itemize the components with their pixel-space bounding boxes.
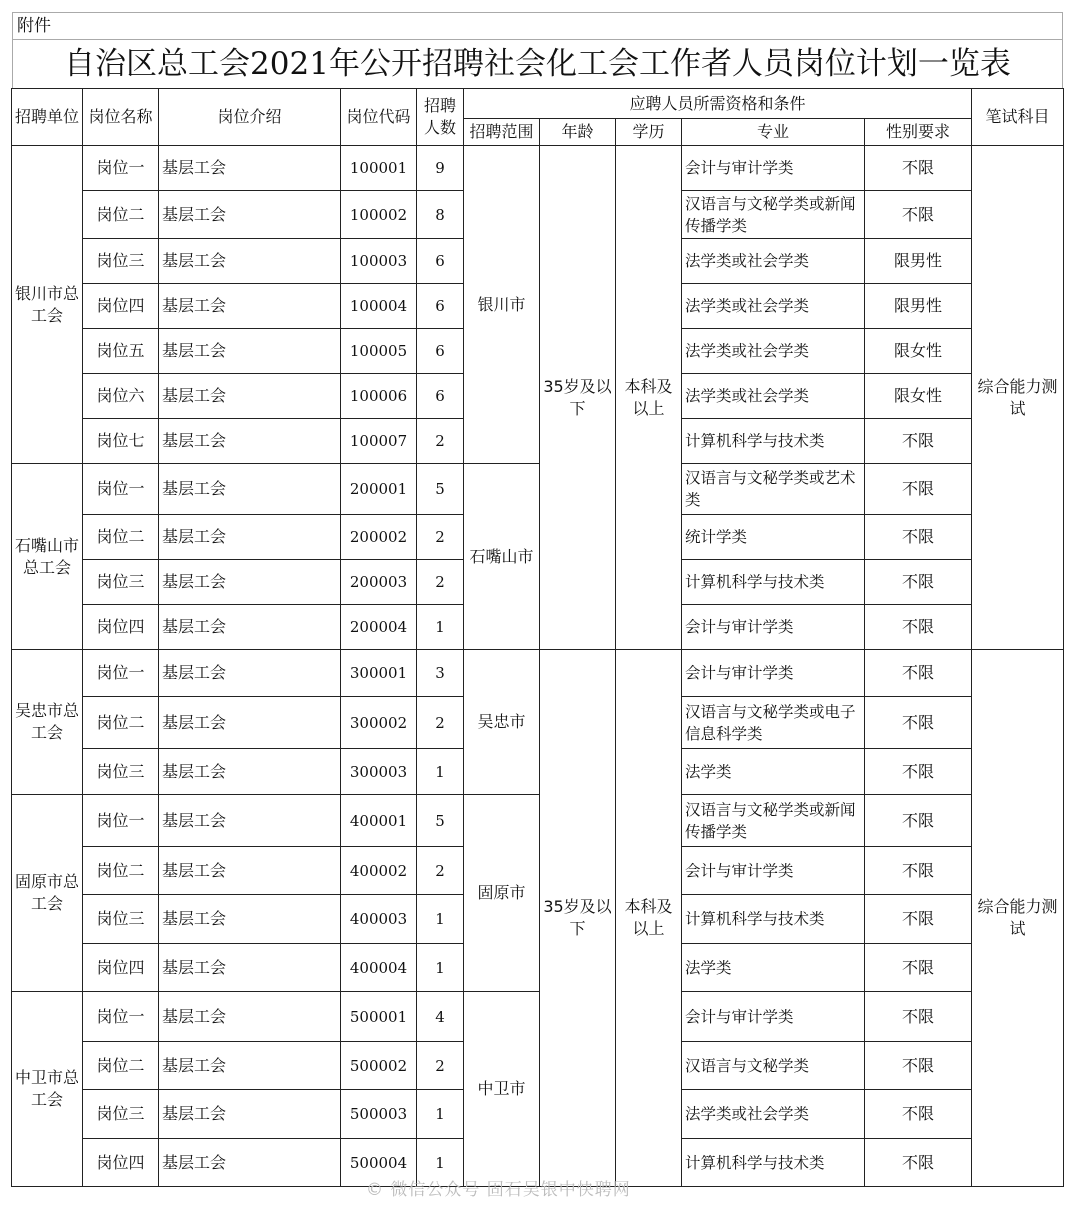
major-cell: 计算机科学与技术类 <box>682 419 865 464</box>
exam-cell: 综合能力测试 <box>972 650 1064 1187</box>
watermark: © 微信公众号 固石吴银中快聘网 <box>366 1180 631 1200</box>
gender-cell: 不限 <box>865 944 972 992</box>
post-code-cell: 100007 <box>341 419 417 464</box>
post-name-cell: 岗位七 <box>83 419 159 464</box>
post-code-cell: 500002 <box>341 1042 417 1090</box>
education-cell: 本科及以上 <box>616 146 682 650</box>
table-row <box>12 146 1064 191</box>
post-name-cell: 岗位二 <box>83 1042 159 1090</box>
post-name-cell: 岗位三 <box>83 560 159 605</box>
post-code-cell: 200001 <box>341 464 417 515</box>
count-cell: 5 <box>417 795 464 847</box>
gender-cell: 不限 <box>865 146 972 191</box>
count-cell: 1 <box>417 1090 464 1139</box>
count-cell: 4 <box>417 992 464 1042</box>
header-exam: 笔试科目 <box>972 89 1064 146</box>
count-cell: 6 <box>417 329 464 374</box>
post-code-cell: 100003 <box>341 239 417 284</box>
major-cell: 会计与审计学类 <box>682 605 865 650</box>
major-cell: 统计学类 <box>682 515 865 560</box>
count-cell: 2 <box>417 560 464 605</box>
gender-cell: 不限 <box>865 895 972 944</box>
exam-cell: 综合能力测试 <box>972 146 1064 650</box>
post-name-cell: 岗位一 <box>83 464 159 515</box>
gender-cell: 不限 <box>865 1090 972 1139</box>
gender-cell: 不限 <box>865 847 972 895</box>
post-intro-cell: 基层工会 <box>159 464 341 515</box>
post-intro-cell: 基层工会 <box>159 1090 341 1139</box>
post-intro-cell: 基层工会 <box>159 749 341 795</box>
scope-cell: 中卫市 <box>464 992 540 1187</box>
post-intro-cell: 基层工会 <box>159 560 341 605</box>
gender-cell: 不限 <box>865 464 972 515</box>
scope-cell: 吴忠市 <box>464 650 540 795</box>
post-code-cell: 300003 <box>341 749 417 795</box>
gender-cell: 不限 <box>865 795 972 847</box>
major-cell: 汉语言与文秘学类或电子信息科学类 <box>682 697 865 749</box>
count-cell: 1 <box>417 749 464 795</box>
count-cell: 2 <box>417 515 464 560</box>
major-cell: 会计与审计学类 <box>682 992 865 1042</box>
gender-cell: 不限 <box>865 749 972 795</box>
gender-cell: 不限 <box>865 605 972 650</box>
post-code-cell: 500003 <box>341 1090 417 1139</box>
post-name-cell: 岗位四 <box>83 284 159 329</box>
unit-cell: 银川市总工会 <box>12 146 83 464</box>
post-code-cell: 300001 <box>341 650 417 697</box>
major-cell: 汉语言与文秘学类或新闻传播学类 <box>682 191 865 239</box>
major-cell: 汉语言与文秘学类或新闻传播学类 <box>682 795 865 847</box>
post-name-cell: 岗位三 <box>83 895 159 944</box>
gender-cell: 不限 <box>865 1042 972 1090</box>
post-intro-cell: 基层工会 <box>159 146 341 191</box>
gender-cell: 限女性 <box>865 374 972 419</box>
count-cell: 3 <box>417 650 464 697</box>
major-cell: 法学类或社会学类 <box>682 374 865 419</box>
post-name-cell: 岗位二 <box>83 515 159 560</box>
count-cell: 1 <box>417 944 464 992</box>
post-code-cell: 400001 <box>341 795 417 847</box>
post-intro-cell: 基层工会 <box>159 329 341 374</box>
post-code-cell: 500001 <box>341 992 417 1042</box>
gender-cell: 不限 <box>865 191 972 239</box>
count-cell: 6 <box>417 284 464 329</box>
post-code-cell: 400002 <box>341 847 417 895</box>
unit-cell: 石嘴山市总工会 <box>12 464 83 650</box>
scope-cell: 固原市 <box>464 795 540 992</box>
post-intro-cell: 基层工会 <box>159 419 341 464</box>
gender-cell: 不限 <box>865 697 972 749</box>
table-row <box>12 650 1064 697</box>
post-intro-cell: 基层工会 <box>159 191 341 239</box>
header-gender: 性别要求 <box>865 119 972 146</box>
count-cell: 6 <box>417 374 464 419</box>
post-intro-cell: 基层工会 <box>159 605 341 650</box>
post-intro-cell: 基层工会 <box>159 847 341 895</box>
major-cell: 汉语言与文秘学类或艺术类 <box>682 464 865 515</box>
post-code-cell: 500004 <box>341 1139 417 1187</box>
age-cell: 35岁及以下 <box>540 146 616 650</box>
post-name-cell: 岗位二 <box>83 697 159 749</box>
table-row <box>12 464 1064 515</box>
post-intro-cell: 基层工会 <box>159 895 341 944</box>
count-cell: 2 <box>417 1042 464 1090</box>
header-major: 专业 <box>682 119 865 146</box>
gender-cell: 不限 <box>865 419 972 464</box>
major-cell: 计算机科学与技术类 <box>682 895 865 944</box>
gender-cell: 不限 <box>865 560 972 605</box>
header-scope: 招聘范围 <box>464 119 540 146</box>
post-code-cell: 100006 <box>341 374 417 419</box>
table-row <box>12 992 1064 1042</box>
major-cell: 计算机科学与技术类 <box>682 560 865 605</box>
major-cell: 会计与审计学类 <box>682 650 865 697</box>
post-name-cell: 岗位六 <box>83 374 159 419</box>
major-cell: 法学类或社会学类 <box>682 1090 865 1139</box>
recruitment-table <box>11 88 1064 1187</box>
major-cell: 汉语言与文秘学类 <box>682 1042 865 1090</box>
post-intro-cell: 基层工会 <box>159 1042 341 1090</box>
gender-cell: 不限 <box>865 992 972 1042</box>
count-cell: 1 <box>417 895 464 944</box>
gender-cell: 限男性 <box>865 239 972 284</box>
post-name-cell: 岗位一 <box>83 992 159 1042</box>
major-cell: 法学类 <box>682 944 865 992</box>
major-cell: 法学类或社会学类 <box>682 284 865 329</box>
table-body <box>12 146 1064 1187</box>
count-cell: 2 <box>417 697 464 749</box>
post-intro-cell: 基层工会 <box>159 374 341 419</box>
page-title: 自治区总工会2021年公开招聘社会化工会工作者人员岗位计划一览表 <box>12 40 1063 88</box>
post-name-cell: 岗位一 <box>83 795 159 847</box>
header-post-intro: 岗位介绍 <box>159 89 341 146</box>
header-education: 学历 <box>616 119 682 146</box>
major-cell: 会计与审计学类 <box>682 146 865 191</box>
post-intro-cell: 基层工会 <box>159 239 341 284</box>
gender-cell: 不限 <box>865 650 972 697</box>
major-cell: 会计与审计学类 <box>682 847 865 895</box>
post-name-cell: 岗位四 <box>83 944 159 992</box>
count-cell: 2 <box>417 419 464 464</box>
major-cell: 法学类或社会学类 <box>682 239 865 284</box>
gender-cell: 不限 <box>865 515 972 560</box>
post-name-cell: 岗位四 <box>83 605 159 650</box>
post-code-cell: 400004 <box>341 944 417 992</box>
post-intro-cell: 基层工会 <box>159 650 341 697</box>
count-cell: 5 <box>417 464 464 515</box>
attachment-label: 附件 <box>12 12 1063 40</box>
post-code-cell: 400003 <box>341 895 417 944</box>
post-code-cell: 200004 <box>341 605 417 650</box>
post-name-cell: 岗位五 <box>83 329 159 374</box>
header-count: 招聘人数 <box>417 89 464 146</box>
post-intro-cell: 基层工会 <box>159 944 341 992</box>
header-unit: 招聘单位 <box>12 89 83 146</box>
post-code-cell: 100002 <box>341 191 417 239</box>
gender-cell: 限女性 <box>865 329 972 374</box>
header-age: 年龄 <box>540 119 616 146</box>
table-row <box>12 795 1064 847</box>
post-name-cell: 岗位三 <box>83 749 159 795</box>
post-code-cell: 100001 <box>341 146 417 191</box>
post-name-cell: 岗位三 <box>83 239 159 284</box>
post-code-cell: 300002 <box>341 697 417 749</box>
unit-cell: 吴忠市总工会 <box>12 650 83 795</box>
major-cell: 法学类 <box>682 749 865 795</box>
major-cell: 计算机科学与技术类 <box>682 1139 865 1187</box>
post-code-cell: 100005 <box>341 329 417 374</box>
post-intro-cell: 基层工会 <box>159 697 341 749</box>
post-intro-cell: 基层工会 <box>159 1139 341 1187</box>
post-name-cell: 岗位四 <box>83 1139 159 1187</box>
age-cell: 35岁及以下 <box>540 650 616 1187</box>
header-conditions: 应聘人员所需资格和条件 <box>464 89 972 119</box>
count-cell: 1 <box>417 1139 464 1187</box>
post-intro-cell: 基层工会 <box>159 795 341 847</box>
post-code-cell: 200002 <box>341 515 417 560</box>
post-name-cell: 岗位二 <box>83 191 159 239</box>
post-code-cell: 100004 <box>341 284 417 329</box>
scope-cell: 银川市 <box>464 146 540 464</box>
header-post-code: 岗位代码 <box>341 89 417 146</box>
post-name-cell: 岗位一 <box>83 146 159 191</box>
post-name-cell: 岗位三 <box>83 1090 159 1139</box>
count-cell: 2 <box>417 847 464 895</box>
post-code-cell: 200003 <box>341 560 417 605</box>
education-cell: 本科及以上 <box>616 650 682 1187</box>
count-cell: 9 <box>417 146 464 191</box>
post-intro-cell: 基层工会 <box>159 992 341 1042</box>
gender-cell: 限男性 <box>865 284 972 329</box>
unit-cell: 固原市总工会 <box>12 795 83 992</box>
count-cell: 6 <box>417 239 464 284</box>
count-cell: 8 <box>417 191 464 239</box>
unit-cell: 中卫市总工会 <box>12 992 83 1187</box>
count-cell: 1 <box>417 605 464 650</box>
scope-cell: 石嘴山市 <box>464 464 540 650</box>
gender-cell: 不限 <box>865 1139 972 1187</box>
post-name-cell: 岗位一 <box>83 650 159 697</box>
post-intro-cell: 基层工会 <box>159 284 341 329</box>
header-post-name: 岗位名称 <box>83 89 159 146</box>
post-intro-cell: 基层工会 <box>159 515 341 560</box>
major-cell: 法学类或社会学类 <box>682 329 865 374</box>
post-name-cell: 岗位二 <box>83 847 159 895</box>
